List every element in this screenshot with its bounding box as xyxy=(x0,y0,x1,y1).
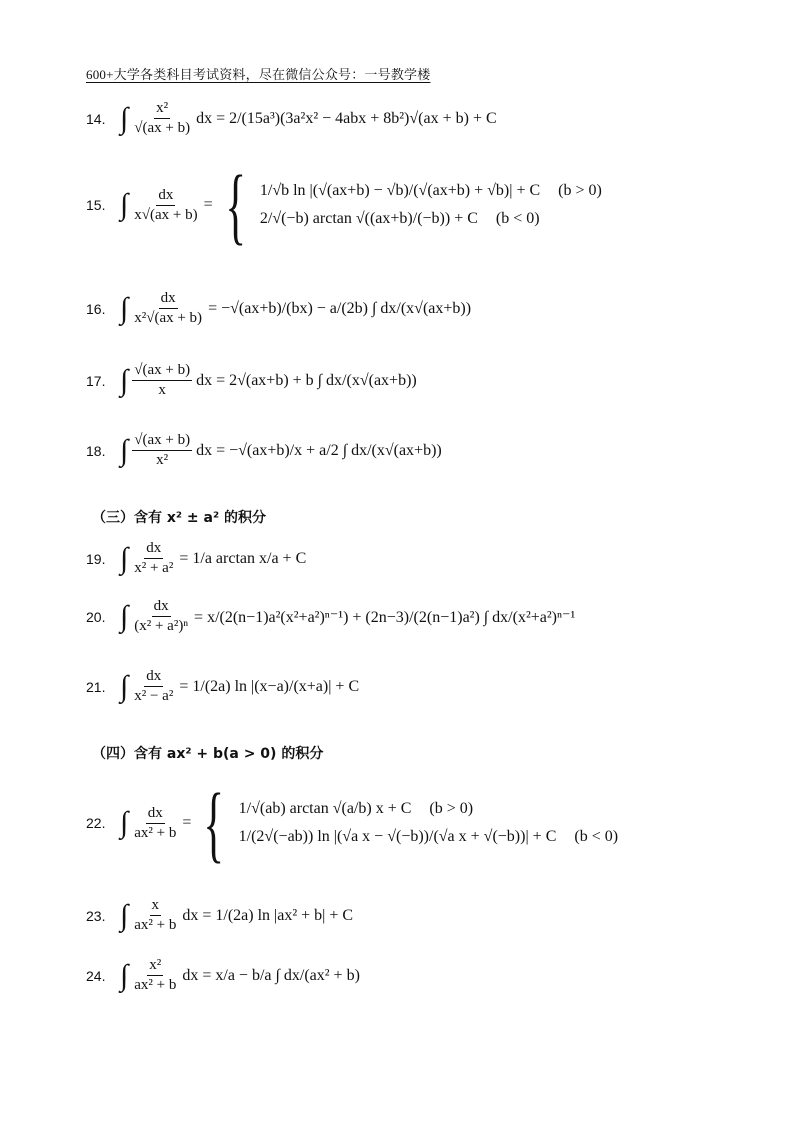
formula-number: 16. xyxy=(86,300,106,317)
formula-16: 16. ∫ $\frac{dx}{\text{x²√(ax + b)}}$ = −√(ax+b)/(bx) − a/(2b) ∫ dx/(x√(ax+b)) xyxy=(86,290,472,326)
formula-number: 23. xyxy=(86,907,106,924)
formula-18: 18. ∫ $\frac{√(ax + b)}{\text{x²}}$ dx = −√(ax+b)/x + a/2 ∫ dx/(x√(ax+b)) xyxy=(86,432,442,468)
formula-number: 24. xyxy=(86,967,106,984)
formula-number: 17. xyxy=(86,372,106,389)
formula-number: 20. xyxy=(86,608,106,625)
formula-24: 24. ∫ $\frac{\text{x²}}{\text{ax² + b}}$ dx = x/a − b/a ∫ dx/(ax² + b) xyxy=(86,957,360,993)
formula-23: 23. ∫ $\frac{x}{\text{ax² + b}}$ dx = 1/(2a) ln |ax² + b| + C xyxy=(86,897,354,933)
formula-14: 14. ∫ $\frac{\text{x²}}{√(ax + b)}$ dx = 2/(15a³)(3a²x² − 4abx + 8b²)√(ax + b) + C xyxy=(86,100,497,136)
section-heading-4: （四）含有 ax² + b(a > 0) 的积分 xyxy=(92,746,324,762)
formula-number: 15. xyxy=(86,197,106,213)
formula-19: 19. ∫ $\frac{dx}{\text{x² + a²}}$ = 1/a arctan x/a + C xyxy=(86,540,307,576)
formula-15: 15. ∫ $\frac{dx}{x√(ax + b)}$ = { 1/√b ln |(√(ax+b) − √b)/(√(ax+b) + √b)| + C (b > 0) 2/√(−b) arctan √((ax+b)/(−b)) + C (b < 0) xyxy=(86,157,602,253)
formula-17: 17. ∫ $\frac{√(ax + b)}{x}$ dx = 2√(ax+b) + b ∫ dx/(x√(ax+b)) xyxy=(86,362,417,398)
formula-number: 21. xyxy=(86,678,106,695)
formula-20: 20. ∫ $\frac{dx}{\text{(x² + a²)ⁿ}}$ = x/(2(n−1)a²(x²+a²)ⁿ⁻¹) + (2n−3)/(2(n−1)a²) ∫ dx/(x²+a²)ⁿ⁻¹ xyxy=(86,598,576,634)
formula-number: 14. xyxy=(86,110,106,127)
formula-rhs: = 2/(15a³)(3a²x² − 4abx + 8b²)√(ax + b) + C xyxy=(216,109,497,127)
formula-number: 22. xyxy=(86,815,106,831)
formula-21: 21. ∫ $\frac{dx}{\text{x² − a²}}$ = 1/(2a) ln |(x−a)/(x+a)| + C xyxy=(86,668,360,704)
formula-number: 19. xyxy=(86,550,106,567)
formula-22: 22. ∫ $\frac{dx}{\text{ax² + b}}$ = { 1/√(ab) arctan √(a/b) x + C (b > 0) 1/(2√(−ab)) ln |(√a x − √(−b))/(√a x + √(−b))| + C (b < 0) xyxy=(86,775,619,871)
section-heading-3: （三）含有 x² ± a² 的积分 xyxy=(92,510,266,526)
formula-number: 18. xyxy=(86,442,106,459)
page-header: 600+大学各类科目考试资料，尽在微信公众号：一号教学楼 xyxy=(86,67,431,82)
